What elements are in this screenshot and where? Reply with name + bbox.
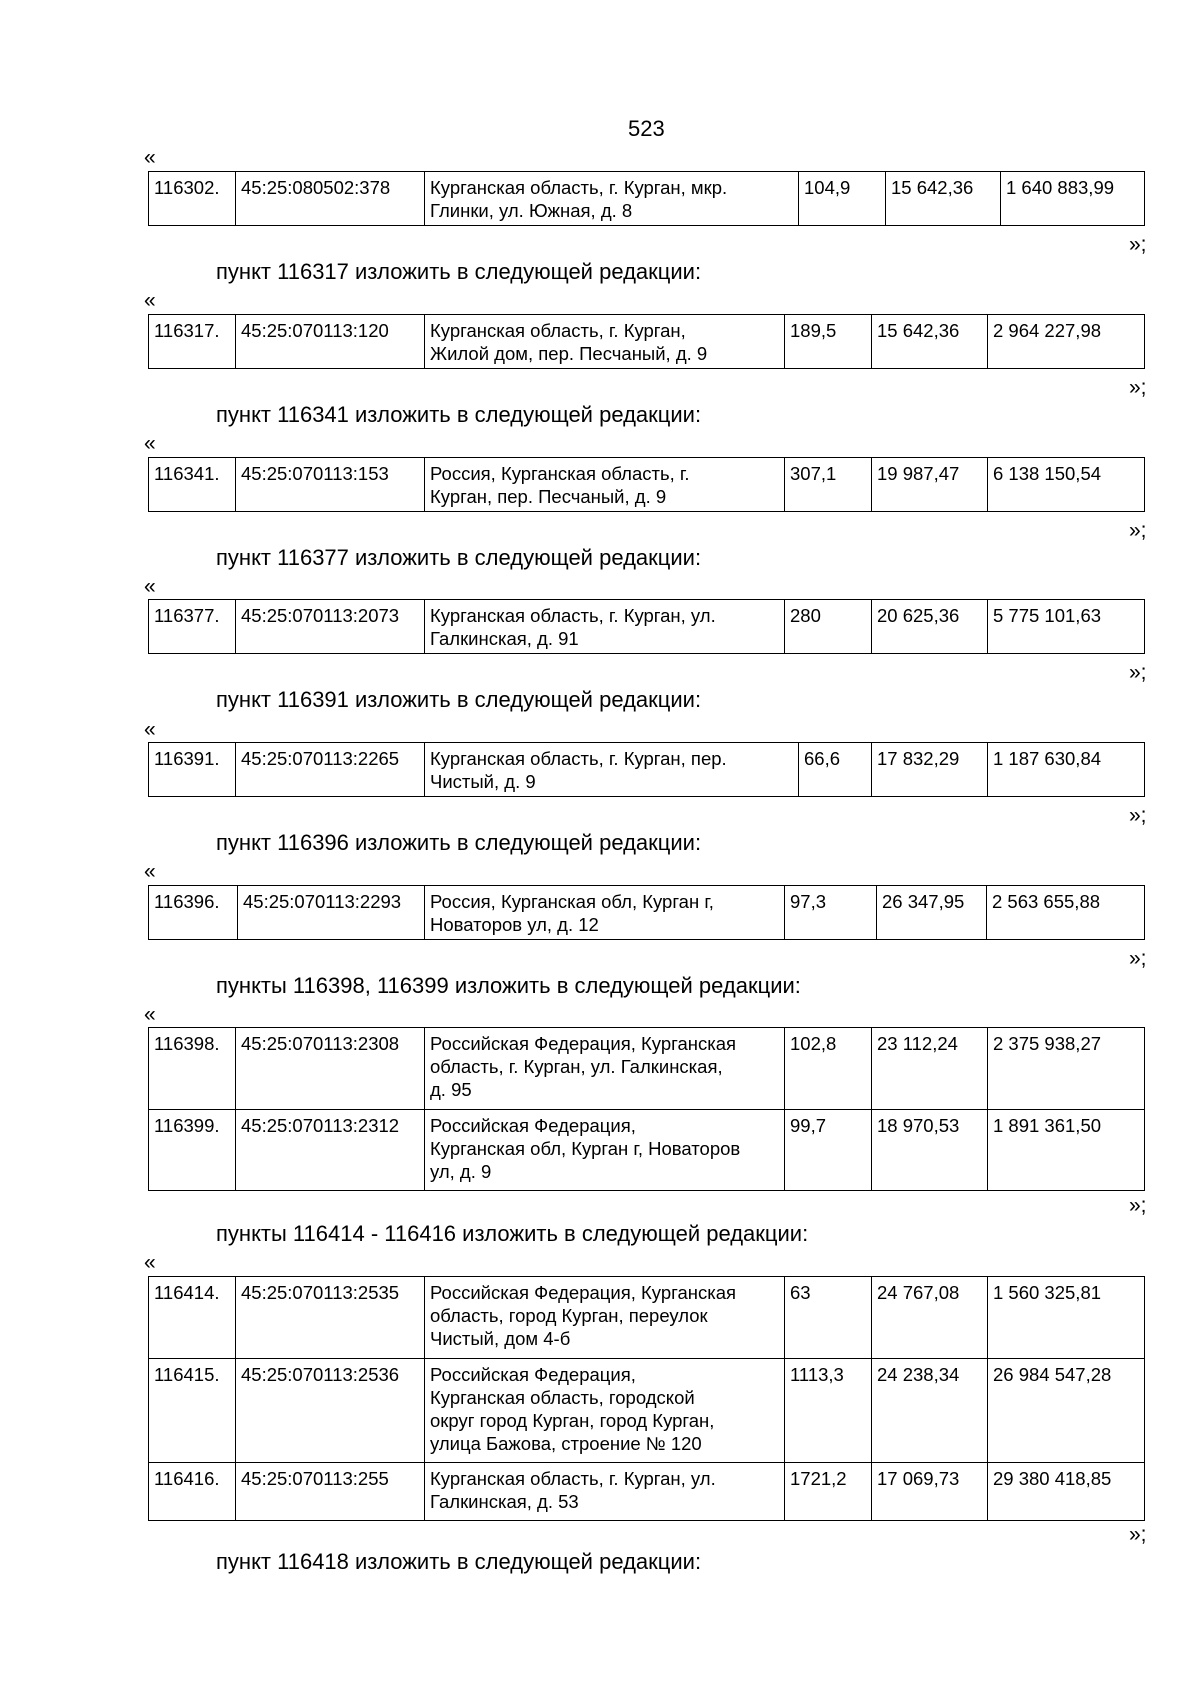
address: Курганская область, г. Курган, пер. Чистый, д. 9 bbox=[425, 743, 799, 797]
table-row bbox=[149, 1359, 1145, 1463]
unit-cost: 17 069,73 bbox=[872, 1463, 988, 1521]
unit-cost: 17 832,29 bbox=[872, 743, 988, 797]
address: Курганская область, г. Курган, Жилой дом, пер. Песчаный, д. 9 bbox=[425, 315, 785, 369]
cadastral-number: 45:25:070113:2073 bbox=[236, 600, 425, 654]
row-number: 116391. bbox=[149, 743, 236, 797]
table-row bbox=[149, 743, 1145, 797]
address: Российская Федерация, Курганская область, город Курган, переулок Чистый, дом 4-б bbox=[425, 1277, 785, 1359]
instruction-text: пункт 116396 изложить в следующей редакции: bbox=[216, 830, 702, 855]
open-quote: « bbox=[144, 718, 156, 741]
table-row bbox=[149, 886, 1145, 940]
area: 189,5 bbox=[785, 315, 872, 369]
table-row bbox=[149, 458, 1145, 512]
open-quote: « bbox=[144, 1251, 156, 1274]
total-value: 1 640 883,99 bbox=[1001, 172, 1145, 226]
open-quote: « bbox=[144, 860, 156, 883]
cadastral-number: 45:25:070113:2536 bbox=[236, 1359, 425, 1463]
row-number: 116341. bbox=[149, 458, 236, 512]
close-quote: »; bbox=[1129, 1523, 1147, 1546]
unit-cost: 18 970,53 bbox=[872, 1110, 988, 1191]
total-value: 1 891 361,50 bbox=[988, 1110, 1145, 1191]
table-row bbox=[149, 1277, 1145, 1359]
total-value: 6 138 150,54 bbox=[988, 458, 1145, 512]
instruction-text: пункт 116317 изложить в следующей редакции: bbox=[216, 259, 702, 284]
address: Курганская область, г. Курган, ул. Галкинская, д. 91 bbox=[425, 600, 785, 654]
cadastral-number: 45:25:070113:153 bbox=[236, 458, 425, 512]
total-value: 5 775 101,63 bbox=[988, 600, 1145, 654]
unit-cost: 23 112,24 bbox=[872, 1028, 988, 1110]
table-row bbox=[149, 315, 1145, 369]
address: Курганская область, г. Курган, мкр. Глинки, ул. Южная, д. 8 bbox=[425, 172, 799, 226]
total-value: 1 187 630,84 bbox=[988, 743, 1145, 797]
area: 66,6 bbox=[799, 743, 872, 797]
address: Российская Федерация, Курганская область, городской округ город Курган, город Курган, улица Бажова, строение № 120 bbox=[425, 1359, 785, 1463]
row-number: 116399. bbox=[149, 1110, 236, 1191]
row-number: 116396. bbox=[149, 886, 238, 940]
unit-cost: 15 642,36 bbox=[872, 315, 988, 369]
table-section-3 bbox=[148, 599, 1145, 654]
unit-cost: 24 767,08 bbox=[872, 1277, 988, 1359]
table-row bbox=[149, 172, 1145, 226]
open-quote: « bbox=[144, 575, 156, 598]
close-quote: »; bbox=[1129, 1194, 1147, 1217]
table-section-4 bbox=[148, 742, 1145, 797]
area: 280 bbox=[785, 600, 872, 654]
cadastral-number: 45:25:070113:2293 bbox=[238, 886, 425, 940]
row-number: 116317. bbox=[149, 315, 236, 369]
row-number: 116415. bbox=[149, 1359, 236, 1463]
row-number: 116416. bbox=[149, 1463, 236, 1521]
area: 99,7 bbox=[785, 1110, 872, 1191]
table-section-7 bbox=[148, 1276, 1145, 1521]
instruction-text: пункт 116391 изложить в следующей редакции: bbox=[216, 687, 702, 712]
area: 63 bbox=[785, 1277, 872, 1359]
instruction-text: пункт 116341 изложить в следующей редакции: bbox=[216, 402, 702, 427]
close-quote: »; bbox=[1129, 519, 1147, 542]
cadastral-number: 45:25:070113:2312 bbox=[236, 1110, 425, 1191]
table-row bbox=[149, 600, 1145, 654]
total-value: 2 375 938,27 bbox=[988, 1028, 1145, 1110]
open-quote: « bbox=[144, 146, 156, 169]
total-value: 29 380 418,85 bbox=[988, 1463, 1145, 1521]
cadastral-number: 45:25:070113:2265 bbox=[236, 743, 425, 797]
address: Россия, Курганская область, г. Курган, пер. Песчаный, д. 9 bbox=[425, 458, 785, 512]
row-number: 116377. bbox=[149, 600, 236, 654]
address: Курганская область, г. Курган, ул. Галкинская, д. 53 bbox=[425, 1463, 785, 1521]
cadastral-number: 45:25:070113:120 bbox=[236, 315, 425, 369]
open-quote: « bbox=[144, 289, 156, 312]
close-quote: »; bbox=[1129, 233, 1147, 256]
table-row bbox=[149, 1463, 1145, 1521]
unit-cost: 26 347,95 bbox=[877, 886, 987, 940]
table-section-0 bbox=[148, 171, 1145, 226]
total-value: 2 964 227,98 bbox=[988, 315, 1145, 369]
address: Россия, Курганская обл, Курган г, Новаторов ул, д. 12 bbox=[425, 886, 785, 940]
unit-cost: 20 625,36 bbox=[872, 600, 988, 654]
open-quote: « bbox=[144, 1003, 156, 1026]
close-quote: »; bbox=[1129, 661, 1147, 684]
address: Российская Федерация, Курганская обл, Курган г, Новаторов ул, д. 9 bbox=[425, 1110, 785, 1191]
instruction-text: пункты 116414 - 116416 изложить в следующей редакции: bbox=[216, 1221, 809, 1246]
area: 97,3 bbox=[785, 886, 877, 940]
table-row bbox=[149, 1110, 1145, 1191]
cadastral-number: 45:25:070113:2535 bbox=[236, 1277, 425, 1359]
row-number: 116302. bbox=[149, 172, 236, 226]
instruction-text: пункт 116377 изложить в следующей редакции: bbox=[216, 545, 702, 570]
table-section-6 bbox=[148, 1027, 1145, 1191]
table-section-1 bbox=[148, 314, 1145, 369]
total-value: 26 984 547,28 bbox=[988, 1359, 1145, 1463]
unit-cost: 19 987,47 bbox=[872, 458, 988, 512]
close-quote: »; bbox=[1129, 804, 1147, 827]
area: 1113,3 bbox=[785, 1359, 872, 1463]
area: 102,8 bbox=[785, 1028, 872, 1110]
row-number: 116414. bbox=[149, 1277, 236, 1359]
total-value: 2 563 655,88 bbox=[987, 886, 1145, 940]
close-quote: »; bbox=[1129, 376, 1147, 399]
area: 104,9 bbox=[799, 172, 886, 226]
table-section-5 bbox=[148, 885, 1145, 940]
area: 307,1 bbox=[785, 458, 872, 512]
page-number: 523 bbox=[628, 116, 665, 141]
unit-cost: 24 238,34 bbox=[872, 1359, 988, 1463]
cadastral-number: 45:25:080502:378 bbox=[236, 172, 425, 226]
table-section-2 bbox=[148, 457, 1145, 512]
unit-cost: 15 642,36 bbox=[886, 172, 1001, 226]
table-row bbox=[149, 1028, 1145, 1110]
total-value: 1 560 325,81 bbox=[988, 1277, 1145, 1359]
open-quote: « bbox=[144, 432, 156, 455]
address: Российская Федерация, Курганская область, г. Курган, ул. Галкинская, д. 95 bbox=[425, 1028, 785, 1110]
cadastral-number: 45:25:070113:255 bbox=[236, 1463, 425, 1521]
instruction-text: пункты 116398, 116399 изложить в следующей редакции: bbox=[216, 973, 801, 998]
instruction-text: пункт 116418 изложить в следующей редакции: bbox=[216, 1549, 702, 1574]
area: 1721,2 bbox=[785, 1463, 872, 1521]
cadastral-number: 45:25:070113:2308 bbox=[236, 1028, 425, 1110]
close-quote: »; bbox=[1129, 947, 1147, 970]
row-number: 116398. bbox=[149, 1028, 236, 1110]
